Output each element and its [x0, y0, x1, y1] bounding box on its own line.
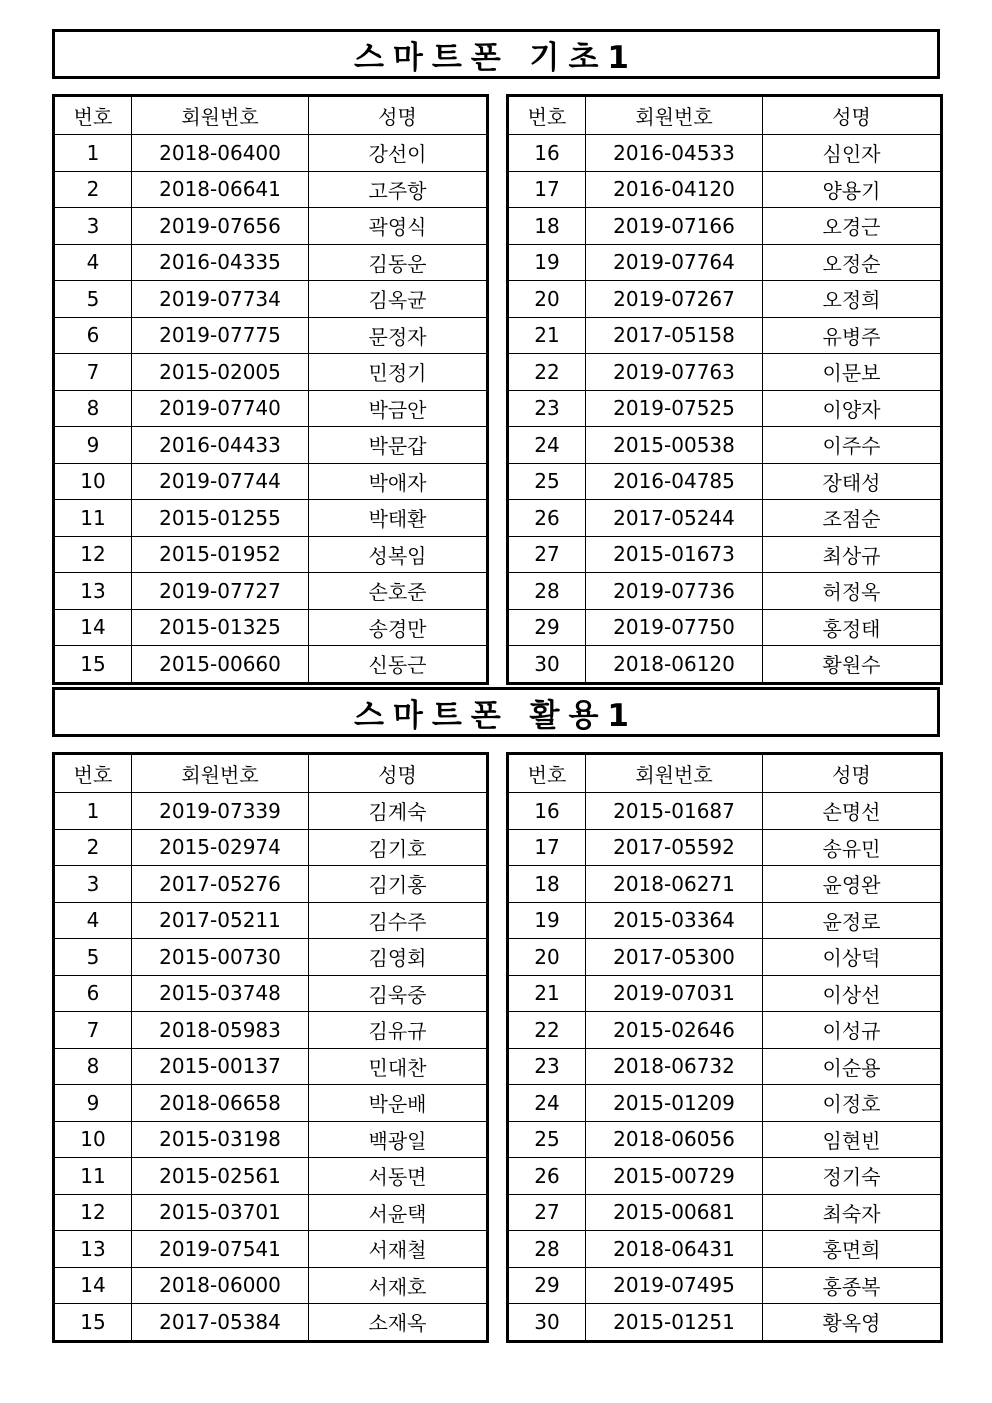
table-row [54, 1012, 488, 1049]
cell-no: 1 [54, 793, 132, 830]
cell-member-id: 2018-05983 [132, 1012, 309, 1049]
cell-name: 홍면희 [763, 1231, 942, 1268]
cell-name: 서재호 [309, 1267, 488, 1304]
section-title: 스마트폰 활용1 [52, 687, 940, 737]
table-header-row [54, 96, 488, 135]
table-row [54, 463, 488, 500]
cell-name: 홍정태 [763, 609, 942, 646]
table-row [54, 829, 488, 866]
cell-no: 3 [54, 208, 132, 245]
table-row [508, 939, 942, 976]
cell-member-id: 2017-05211 [132, 902, 309, 939]
cell-name: 강선이 [309, 135, 488, 172]
cell-no: 28 [508, 1231, 586, 1268]
cell-name: 박애자 [309, 463, 488, 500]
cell-no: 4 [54, 244, 132, 281]
cell-member-id: 2017-05592 [586, 829, 763, 866]
cell-no: 2 [54, 171, 132, 208]
cell-member-id: 2015-01673 [586, 536, 763, 573]
cell-member-id: 2017-05244 [586, 500, 763, 537]
cell-name: 양용기 [763, 171, 942, 208]
cell-name: 신동근 [309, 646, 488, 684]
cell-member-id: 2015-01325 [132, 609, 309, 646]
table-row [54, 1085, 488, 1122]
cell-no: 25 [508, 463, 586, 500]
cell-name: 최숙자 [763, 1194, 942, 1231]
cell-no: 3 [54, 866, 132, 903]
cell-no: 7 [54, 354, 132, 391]
cell-no: 17 [508, 171, 586, 208]
cell-member-id: 2016-04533 [586, 135, 763, 172]
cell-no: 21 [508, 975, 586, 1012]
cell-member-id: 2015-03701 [132, 1194, 309, 1231]
cell-name: 김유규 [309, 1012, 488, 1049]
cell-member-id: 2018-06732 [586, 1048, 763, 1085]
cell-name: 이상선 [763, 975, 942, 1012]
cell-member-id: 2019-07727 [132, 573, 309, 610]
cell-no: 18 [508, 866, 586, 903]
roster-table-right [506, 94, 943, 685]
table-row [54, 1194, 488, 1231]
table-header-row [508, 96, 942, 135]
table-row [54, 609, 488, 646]
header-member-id: 회원번호 [132, 754, 309, 793]
cell-member-id: 2017-05276 [132, 866, 309, 903]
cell-name: 고주항 [309, 171, 488, 208]
cell-name: 민대찬 [309, 1048, 488, 1085]
cell-no: 29 [508, 609, 586, 646]
cell-no: 16 [508, 135, 586, 172]
table-row [508, 1158, 942, 1195]
table-row [508, 829, 942, 866]
cell-no: 10 [54, 463, 132, 500]
cell-member-id: 2015-03748 [132, 975, 309, 1012]
table-row [508, 1085, 942, 1122]
cell-member-id: 2015-02974 [132, 829, 309, 866]
cell-no: 18 [508, 208, 586, 245]
cell-member-id: 2015-02005 [132, 354, 309, 391]
cell-name: 정기숙 [763, 1158, 942, 1195]
cell-no: 15 [54, 1304, 132, 1342]
cell-member-id: 2019-07541 [132, 1231, 309, 1268]
table-row [54, 1231, 488, 1268]
table-row [54, 281, 488, 318]
section-title: 스마트폰 기초1 [52, 29, 940, 79]
table-row [54, 646, 488, 684]
cell-no: 19 [508, 244, 586, 281]
cell-name: 손호준 [309, 573, 488, 610]
cell-no: 9 [54, 1085, 132, 1122]
table-row [54, 317, 488, 354]
cell-member-id: 2015-00681 [586, 1194, 763, 1231]
table-row [508, 1194, 942, 1231]
cell-no: 26 [508, 500, 586, 537]
cell-member-id: 2019-07525 [586, 390, 763, 427]
cell-member-id: 2019-07734 [132, 281, 309, 318]
cell-no: 7 [54, 1012, 132, 1049]
cell-name: 조점순 [763, 500, 942, 537]
cell-member-id: 2015-03198 [132, 1121, 309, 1158]
table-row [508, 609, 942, 646]
table-row [508, 171, 942, 208]
cell-name: 임현빈 [763, 1121, 942, 1158]
cell-name: 소재옥 [309, 1304, 488, 1342]
cell-member-id: 2015-02646 [586, 1012, 763, 1049]
table-row [508, 244, 942, 281]
cell-member-id: 2019-07495 [586, 1267, 763, 1304]
cell-no: 27 [508, 536, 586, 573]
cell-no: 14 [54, 1267, 132, 1304]
cell-no: 29 [508, 1267, 586, 1304]
cell-member-id: 2015-00729 [586, 1158, 763, 1195]
cell-member-id: 2018-06056 [586, 1121, 763, 1158]
cell-name: 송경만 [309, 609, 488, 646]
cell-member-id: 2015-03364 [586, 902, 763, 939]
cell-member-id: 2015-01687 [586, 793, 763, 830]
table-row [508, 390, 942, 427]
cell-no: 9 [54, 427, 132, 464]
cell-name: 박운배 [309, 1085, 488, 1122]
roster-table-left [52, 94, 489, 685]
cell-member-id: 2019-07775 [132, 317, 309, 354]
cell-no: 1 [54, 135, 132, 172]
cell-member-id: 2019-07736 [586, 573, 763, 610]
cell-name: 문정자 [309, 317, 488, 354]
cell-name: 황옥영 [763, 1304, 942, 1342]
cell-no: 20 [508, 939, 586, 976]
cell-name: 서윤택 [309, 1194, 488, 1231]
cell-member-id: 2016-04335 [132, 244, 309, 281]
cell-member-id: 2015-01952 [132, 536, 309, 573]
cell-no: 23 [508, 1048, 586, 1085]
cell-no: 2 [54, 829, 132, 866]
cell-no: 30 [508, 1304, 586, 1342]
cell-member-id: 2018-06000 [132, 1267, 309, 1304]
table-row [508, 866, 942, 903]
cell-name: 이순용 [763, 1048, 942, 1085]
header-member-id: 회원번호 [132, 96, 309, 135]
header-name: 성명 [763, 96, 942, 135]
cell-name: 홍종복 [763, 1267, 942, 1304]
cell-name: 김계숙 [309, 793, 488, 830]
cell-no: 13 [54, 1231, 132, 1268]
table-row [54, 793, 488, 830]
cell-member-id: 2019-07339 [132, 793, 309, 830]
cell-name: 서동면 [309, 1158, 488, 1195]
header-name: 성명 [309, 96, 488, 135]
cell-no: 25 [508, 1121, 586, 1158]
cell-member-id: 2018-06120 [586, 646, 763, 684]
cell-member-id: 2018-06400 [132, 135, 309, 172]
table-row [508, 1267, 942, 1304]
cell-no: 23 [508, 390, 586, 427]
cell-no: 16 [508, 793, 586, 830]
cell-no: 26 [508, 1158, 586, 1195]
cell-member-id: 2016-04433 [132, 427, 309, 464]
table-row [508, 536, 942, 573]
cell-name: 박태환 [309, 500, 488, 537]
cell-no: 10 [54, 1121, 132, 1158]
cell-name: 이문보 [763, 354, 942, 391]
table-row [508, 208, 942, 245]
cell-no: 12 [54, 536, 132, 573]
cell-name: 김영회 [309, 939, 488, 976]
cell-name: 백광일 [309, 1121, 488, 1158]
cell-no: 13 [54, 573, 132, 610]
cell-member-id: 2015-01209 [586, 1085, 763, 1122]
table-row [54, 866, 488, 903]
cell-name: 이상덕 [763, 939, 942, 976]
cell-member-id: 2017-05384 [132, 1304, 309, 1342]
table-row [508, 793, 942, 830]
cell-no: 11 [54, 1158, 132, 1195]
cell-member-id: 2015-00538 [586, 427, 763, 464]
cell-no: 24 [508, 1085, 586, 1122]
cell-no: 11 [54, 500, 132, 537]
cell-member-id: 2015-00660 [132, 646, 309, 684]
cell-no: 30 [508, 646, 586, 684]
cell-member-id: 2017-05300 [586, 939, 763, 976]
table-row [508, 281, 942, 318]
table-row [54, 390, 488, 427]
table-row [508, 463, 942, 500]
cell-member-id: 2019-07267 [586, 281, 763, 318]
cell-name: 손명선 [763, 793, 942, 830]
cell-name: 이주수 [763, 427, 942, 464]
cell-member-id: 2018-06271 [586, 866, 763, 903]
cell-name: 윤영완 [763, 866, 942, 903]
table-row [508, 975, 942, 1012]
table-header-row [508, 754, 942, 793]
cell-name: 박문갑 [309, 427, 488, 464]
table-row [508, 573, 942, 610]
cell-member-id: 2015-01255 [132, 500, 309, 537]
cell-name: 오경근 [763, 208, 942, 245]
cell-name: 김동운 [309, 244, 488, 281]
cell-name: 유병주 [763, 317, 942, 354]
cell-no: 21 [508, 317, 586, 354]
cell-name: 김기홍 [309, 866, 488, 903]
header-name: 성명 [309, 754, 488, 793]
header-no: 번호 [54, 96, 132, 135]
cell-name: 김옥균 [309, 281, 488, 318]
table-row [508, 646, 942, 684]
table-row [54, 1048, 488, 1085]
cell-no: 6 [54, 317, 132, 354]
cell-no: 22 [508, 1012, 586, 1049]
table-row [54, 1121, 488, 1158]
roster-table-left [52, 752, 489, 1343]
cell-name: 이정호 [763, 1085, 942, 1122]
cell-name: 심인자 [763, 135, 942, 172]
roster-table-right [506, 752, 943, 1343]
table-row [54, 975, 488, 1012]
table-row [54, 244, 488, 281]
cell-name: 윤정로 [763, 902, 942, 939]
cell-no: 6 [54, 975, 132, 1012]
table-row [54, 573, 488, 610]
table-row [54, 1267, 488, 1304]
cell-no: 14 [54, 609, 132, 646]
table-row [508, 1304, 942, 1342]
table-row [54, 354, 488, 391]
cell-no: 12 [54, 1194, 132, 1231]
table-row [508, 1121, 942, 1158]
cell-name: 허정옥 [763, 573, 942, 610]
cell-name: 황원수 [763, 646, 942, 684]
cell-name: 이양자 [763, 390, 942, 427]
cell-name: 송유민 [763, 829, 942, 866]
table-row [54, 208, 488, 245]
cell-name: 김수주 [309, 902, 488, 939]
cell-member-id: 2019-07166 [586, 208, 763, 245]
header-member-id: 회원번호 [586, 96, 763, 135]
cell-member-id: 2016-04120 [586, 171, 763, 208]
cell-member-id: 2015-00730 [132, 939, 309, 976]
cell-no: 17 [508, 829, 586, 866]
table-row [508, 427, 942, 464]
cell-member-id: 2015-01251 [586, 1304, 763, 1342]
cell-name: 장태성 [763, 463, 942, 500]
table-row [54, 1304, 488, 1342]
table-row [508, 135, 942, 172]
table-row [54, 902, 488, 939]
cell-no: 15 [54, 646, 132, 684]
table-row [508, 1048, 942, 1085]
table-row [54, 1158, 488, 1195]
cell-no: 5 [54, 281, 132, 318]
cell-member-id: 2019-07744 [132, 463, 309, 500]
table-row [54, 427, 488, 464]
table-row [54, 536, 488, 573]
table-row [508, 500, 942, 537]
table-row [508, 317, 942, 354]
cell-no: 4 [54, 902, 132, 939]
cell-no: 8 [54, 1048, 132, 1085]
cell-name: 김기호 [309, 829, 488, 866]
cell-member-id: 2018-06641 [132, 171, 309, 208]
header-no: 번호 [508, 754, 586, 793]
cell-no: 27 [508, 1194, 586, 1231]
cell-name: 오정순 [763, 244, 942, 281]
cell-member-id: 2018-06658 [132, 1085, 309, 1122]
cell-member-id: 2019-07764 [586, 244, 763, 281]
cell-name: 최상규 [763, 536, 942, 573]
table-row [54, 939, 488, 976]
cell-name: 이성규 [763, 1012, 942, 1049]
cell-member-id: 2016-04785 [586, 463, 763, 500]
cell-name: 곽영식 [309, 208, 488, 245]
header-no: 번호 [508, 96, 586, 135]
table-row [54, 171, 488, 208]
table-row [54, 500, 488, 537]
table-row [508, 1012, 942, 1049]
table-row [508, 354, 942, 391]
cell-name: 박금안 [309, 390, 488, 427]
cell-member-id: 2015-00137 [132, 1048, 309, 1085]
table-row [54, 135, 488, 172]
table-header-row [54, 754, 488, 793]
table-row [508, 1231, 942, 1268]
cell-name: 성복임 [309, 536, 488, 573]
cell-member-id: 2019-07750 [586, 609, 763, 646]
cell-member-id: 2019-07656 [132, 208, 309, 245]
cell-member-id: 2017-05158 [586, 317, 763, 354]
cell-no: 22 [508, 354, 586, 391]
cell-no: 5 [54, 939, 132, 976]
cell-member-id: 2015-02561 [132, 1158, 309, 1195]
cell-name: 오정희 [763, 281, 942, 318]
cell-member-id: 2018-06431 [586, 1231, 763, 1268]
cell-no: 24 [508, 427, 586, 464]
header-no: 번호 [54, 754, 132, 793]
cell-no: 19 [508, 902, 586, 939]
header-name: 성명 [763, 754, 942, 793]
cell-member-id: 2019-07031 [586, 975, 763, 1012]
cell-no: 8 [54, 390, 132, 427]
cell-member-id: 2019-07740 [132, 390, 309, 427]
header-member-id: 회원번호 [586, 754, 763, 793]
cell-no: 20 [508, 281, 586, 318]
cell-name: 민정기 [309, 354, 488, 391]
cell-member-id: 2019-07763 [586, 354, 763, 391]
cell-name: 서재철 [309, 1231, 488, 1268]
cell-no: 28 [508, 573, 586, 610]
cell-name: 김욱중 [309, 975, 488, 1012]
table-row [508, 902, 942, 939]
